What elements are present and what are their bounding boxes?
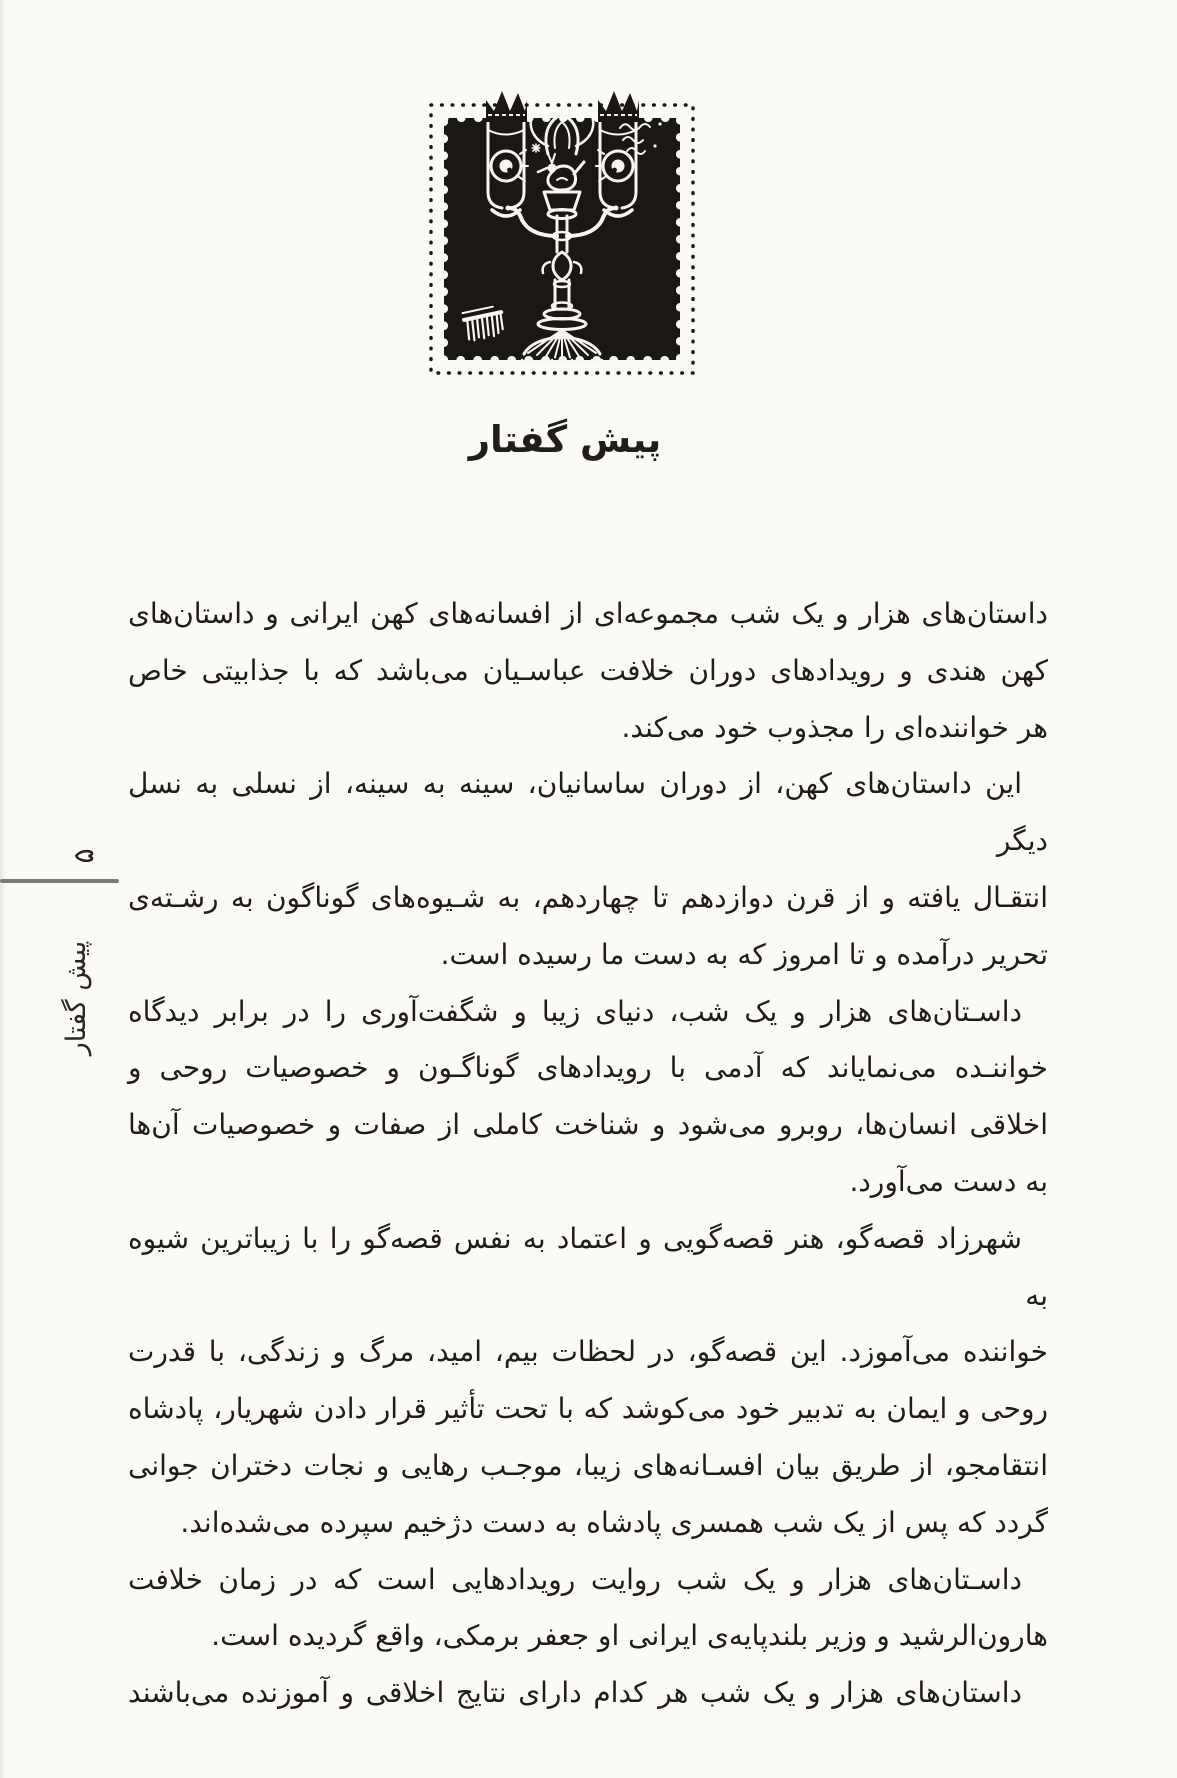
text-line: داستان‌های هزار و یک شب هر کدام دارای نتایج اخلاقی و آموزنده می‌باشند xyxy=(128,1676,1022,1710)
page-title: پیش گفتار xyxy=(468,418,662,461)
text-line: داستان‌های هزار و یک شب مجموعه‌ای از افسانه‌های کهن ایرانی و داستان‌های xyxy=(128,597,1048,630)
text-line: انتقـال یافته و از قرن دوازدهم تا چهاردهم، به شـیوه‌های گوناگون به رشـته‌ی xyxy=(128,880,1048,914)
paragraph xyxy=(128,1211,1048,1552)
text-line: روحی و ایمان به تدبیر خود می‌کوشد که با تحت تأثیر قرار دادن شهریار، پادشاه xyxy=(128,1392,1048,1426)
text-line: خواننـده می‌نمایاند که آدمی با رویدادهای گوناگـون و خصوصیات روحی و xyxy=(128,1051,1048,1085)
paragraph xyxy=(128,984,1048,1211)
candelabra-peacock-woodcut-illustration xyxy=(424,84,701,386)
page-number: ۵ xyxy=(67,848,100,864)
text-line: خواننده می‌آموزد. این قصه‌گو، در لحظات بیم، امید، مرگ و زندگی، با قدرت xyxy=(128,1335,1048,1369)
body-text xyxy=(128,586,1048,1722)
text-line: هر خواننده‌ای را مجذوب خود می‌کند. xyxy=(621,710,1048,744)
text-line: اخلاقی انسان‌ها، روبرو می‌شود و شناخت کاملی از صفات و خصوصیات آن‌ها xyxy=(128,1108,1048,1142)
paragraph xyxy=(128,1665,1048,1722)
text-line: انتقامجو، از طریق بیان افسـانه‌های زیبا، موجـب رهایی و نجات دختران جوانی xyxy=(128,1448,1048,1482)
text-line: هارون‌الرشید و وزیر بلندپایه‌ی ایرانی او جعفر برمکی، واقع گردیده است. xyxy=(211,1619,1048,1653)
paragraph xyxy=(128,586,1048,756)
paragraph xyxy=(128,756,1048,983)
running-title: پیش گفتار xyxy=(61,940,92,1056)
text-line: گردد که پس از یک شب همسری پادشاه به دست دژخیم سپرده می‌شده‌اند. xyxy=(180,1505,1048,1539)
text-line: شهرزاد قصه‌گو، هنر قصه‌گویی و اعتماد به نفس قصه‌گو را با زیباترین شیوه به xyxy=(128,1221,1048,1312)
paragraph xyxy=(128,1552,1048,1666)
text-line: این داستان‌های کهن، از دوران ساسانیان، سینه به سینه، از نسلی به نسل دیگر xyxy=(128,767,1048,858)
text-line: کهن هندی و رویدادهای دوران خلافت عباسـیان می‌باشد که با جذابیتی خاص xyxy=(128,653,1048,687)
margin-divider xyxy=(0,879,119,883)
text-line: داسـتان‌های هزار و یک شب، دنیای زیبا و شگفت‌آوری را در برابر دیدگاه xyxy=(128,994,1022,1028)
text-line: تحریر درآمده و تا امروز که به دست ما رسیده است. xyxy=(440,937,1048,971)
text-line: داسـتان‌های هزار و یک شب روایت رویدادهایی است که در زمان خلافت xyxy=(128,1562,1022,1596)
text-line: به دست می‌آورد. xyxy=(849,1164,1048,1198)
